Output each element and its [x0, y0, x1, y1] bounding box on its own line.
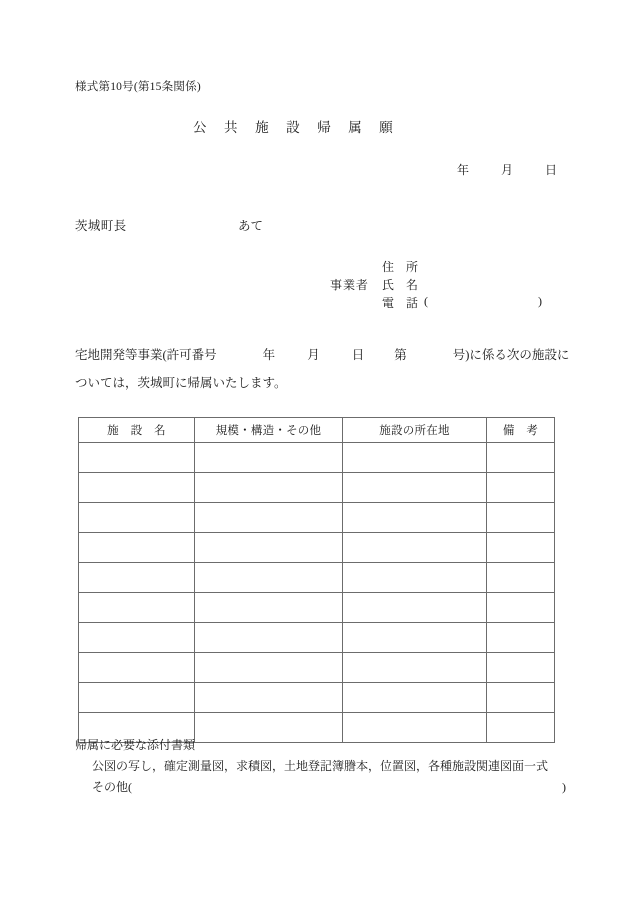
cell-facility-location[interactable] [343, 503, 487, 533]
cell-scale-structure-other[interactable] [195, 683, 343, 713]
cell-remarks[interactable] [487, 593, 555, 623]
cell-remarks[interactable] [487, 533, 555, 563]
table-row [79, 443, 555, 473]
date-line [457, 161, 557, 178]
attachments-other-paren-close: ) [562, 780, 566, 794]
table-header-row [79, 418, 555, 443]
cell-facility-location[interactable] [343, 563, 487, 593]
table-row [79, 503, 555, 533]
attachments-other-paren-open: ( [128, 780, 133, 794]
cell-facility-name[interactable] [79, 623, 195, 653]
applicant-phone-paren-close: ) [538, 294, 542, 308]
form-number: 様式第10号(第15条関係) [75, 81, 201, 93]
attachments-section [75, 735, 565, 798]
body-paragraph [75, 341, 570, 397]
table-row [79, 683, 555, 713]
applicant-phone-paren-open: ( [424, 294, 428, 308]
table-row [79, 533, 555, 563]
applicant-role-label: 事業者 [330, 278, 369, 292]
cell-facility-name[interactable] [79, 593, 195, 623]
cell-facility-location[interactable] [343, 593, 487, 623]
cell-facility-name[interactable] [79, 473, 195, 503]
cell-scale-structure-other[interactable] [195, 653, 343, 683]
cell-facility-location[interactable] [343, 623, 487, 653]
date-year-label: 年 [457, 163, 470, 177]
cell-scale-structure-other[interactable] [195, 623, 343, 653]
cell-facility-location[interactable] [343, 653, 487, 683]
table-row [79, 623, 555, 653]
column-header-remarks: 備 考 [487, 418, 555, 443]
cell-remarks[interactable] [487, 683, 555, 713]
cell-facility-name[interactable] [79, 653, 195, 683]
cell-remarks[interactable] [487, 503, 555, 533]
attachments-other-row [92, 777, 565, 798]
cell-facility-location[interactable] [343, 533, 487, 563]
cell-facility-name[interactable] [79, 533, 195, 563]
cell-facility-name[interactable] [79, 443, 195, 473]
addressee-suffix: あて [238, 219, 264, 233]
cell-scale-structure-other[interactable] [195, 443, 343, 473]
cell-facility-name[interactable] [79, 563, 195, 593]
date-month-label: 月 [501, 163, 514, 177]
table-row [79, 593, 555, 623]
cell-facility-name[interactable] [79, 503, 195, 533]
cell-scale-structure-other[interactable] [195, 473, 343, 503]
body-line-1 [75, 341, 570, 369]
attachments-other-label: その他 [92, 780, 129, 794]
applicant-phone-label: 電 話 [382, 296, 419, 310]
body-day-label: 日 [351, 348, 365, 362]
cell-facility-location[interactable] [343, 473, 487, 503]
table-row [79, 473, 555, 503]
cell-remarks[interactable] [487, 443, 555, 473]
applicant-address-label: 住 所 [382, 260, 419, 274]
body-line-2: ついては，茨城町に帰属いたします。 [75, 376, 287, 390]
cell-facility-location[interactable] [343, 443, 487, 473]
cell-remarks[interactable] [487, 473, 555, 503]
body-year-label: 年 [262, 348, 276, 362]
facilities-table [78, 417, 555, 743]
attachments-heading: 帰属に必要な添付書類 [75, 738, 196, 752]
column-header-facility-location: 施設の所在地 [343, 418, 487, 443]
body-number-suffix: 号)に係る次の施設に [452, 348, 570, 362]
cell-scale-structure-other[interactable] [195, 503, 343, 533]
cell-facility-name[interactable] [79, 683, 195, 713]
table-row [79, 653, 555, 683]
addressee-name: 茨城町長 [75, 219, 127, 233]
table-row [79, 563, 555, 593]
applicant-name-label: 氏 名 [382, 278, 419, 292]
cell-scale-structure-other[interactable] [195, 533, 343, 563]
attachments-list: 公図の写し，確定測量図，求積図，土地登記簿謄本，位置図，各種施設関連図面一式 [92, 759, 549, 773]
page-title: 公共施設帰属願 [193, 120, 411, 135]
cell-facility-location[interactable] [343, 683, 487, 713]
column-header-facility-name: 施 設 名 [79, 418, 195, 443]
cell-scale-structure-other[interactable] [195, 563, 343, 593]
cell-scale-structure-other[interactable] [195, 593, 343, 623]
body-month-label: 月 [307, 348, 320, 362]
table-body [79, 443, 555, 743]
date-day-label: 日 [545, 163, 558, 177]
cell-remarks[interactable] [487, 623, 555, 653]
body-number-prefix: 第 [394, 348, 407, 362]
cell-remarks[interactable] [487, 563, 555, 593]
cell-remarks[interactable] [487, 653, 555, 683]
addressee [75, 216, 127, 234]
body-permit-prefix: 宅地開発等事業(許可番号 [75, 348, 217, 362]
column-header-scale-structure-other: 規模・構造・その他 [195, 418, 343, 443]
